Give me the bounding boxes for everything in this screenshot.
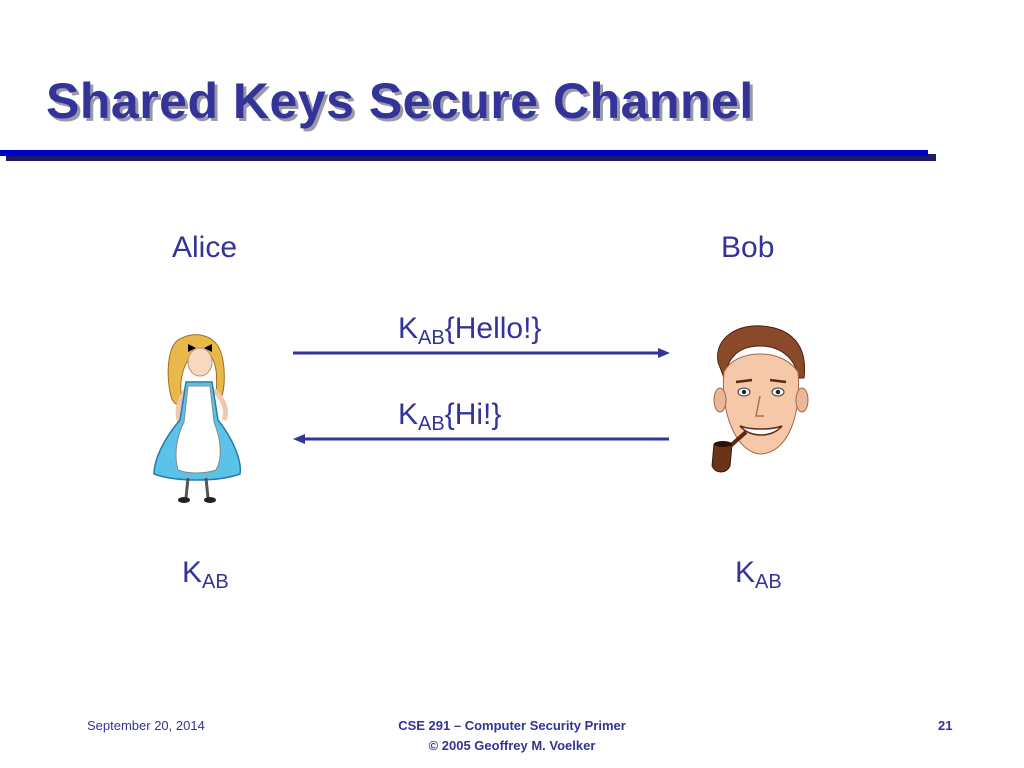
alice-label: Alice — [172, 231, 238, 264]
bob-key — [735, 556, 782, 593]
alice-figure — [148, 330, 248, 510]
arrow-alice-to-bob — [293, 348, 670, 358]
bob-key-sub: AB — [755, 571, 782, 593]
message-hi-key: K — [398, 398, 419, 431]
arrow-bob-to-alice — [293, 434, 669, 444]
message-hi-key-sub: AB — [418, 413, 445, 435]
page-number: 21 — [938, 718, 953, 733]
message-hello-key-sub: AB — [418, 327, 445, 349]
message-hi-body: {Hi!} — [444, 398, 502, 431]
footer-date: September 20, 2014 — [87, 718, 205, 733]
footer-course: CSE 291 – Computer Security Primer — [398, 718, 626, 733]
bob-label: Bob — [721, 231, 775, 264]
message-hello-body: {Hello!} — [444, 312, 542, 345]
slide-title: Shared Keys Secure Channel — [46, 73, 754, 129]
alice-key-letter: K — [182, 556, 203, 589]
message-hello-key: K — [398, 312, 419, 345]
alice-key — [182, 556, 229, 593]
bob-figure — [700, 322, 818, 482]
alice-key-sub: AB — [202, 571, 229, 593]
bob-key-letter: K — [735, 556, 756, 589]
footer-copyright: © 2005 Geoffrey M. Voelker — [428, 738, 596, 753]
